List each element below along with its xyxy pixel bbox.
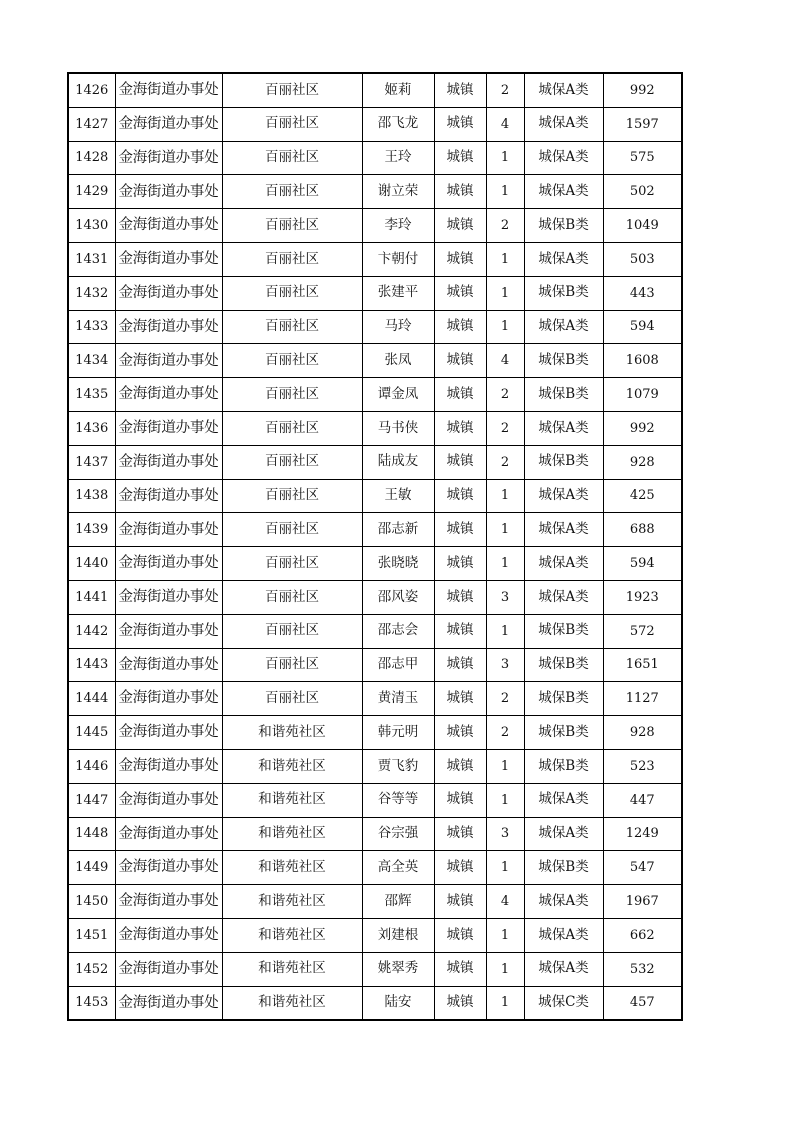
amount-cell: 594 [603, 310, 682, 344]
community-cell: 百丽社区 [222, 242, 362, 276]
table-row [68, 547, 682, 581]
name-cell: 陆安 [362, 986, 434, 1020]
category-cell: 城保A类 [524, 479, 603, 513]
community-cell: 百丽社区 [222, 141, 362, 175]
table-row [68, 682, 682, 716]
amount-cell: 502 [603, 175, 682, 209]
community-cell: 百丽社区 [222, 445, 362, 479]
amount-cell: 594 [603, 547, 682, 581]
table-row [68, 209, 682, 243]
row-number-cell: 1432 [68, 276, 115, 310]
amount-cell: 457 [603, 986, 682, 1020]
office-cell: 金海街道办事处 [115, 682, 222, 716]
name-cell: 邵辉 [362, 885, 434, 919]
amount-cell: 1079 [603, 378, 682, 412]
category-cell: 城保A类 [524, 141, 603, 175]
household-count-cell: 4 [486, 885, 524, 919]
community-cell: 百丽社区 [222, 547, 362, 581]
name-cell: 李玲 [362, 209, 434, 243]
amount-cell: 662 [603, 918, 682, 952]
table-body [68, 73, 682, 1020]
amount-cell: 443 [603, 276, 682, 310]
row-number-cell: 1434 [68, 344, 115, 378]
table-row [68, 986, 682, 1020]
row-number-cell: 1450 [68, 885, 115, 919]
office-cell: 金海街道办事处 [115, 580, 222, 614]
row-number-cell: 1431 [68, 242, 115, 276]
category-cell: 城保A类 [524, 885, 603, 919]
community-cell: 百丽社区 [222, 513, 362, 547]
amount-cell: 1249 [603, 817, 682, 851]
table-row [68, 851, 682, 885]
row-number-cell: 1436 [68, 411, 115, 445]
community-cell: 和谐苑社区 [222, 817, 362, 851]
table-row [68, 749, 682, 783]
household-count-cell: 1 [486, 783, 524, 817]
name-cell: 谢立荣 [362, 175, 434, 209]
category-cell: 城保A类 [524, 107, 603, 141]
category-cell: 城保A类 [524, 310, 603, 344]
community-cell: 百丽社区 [222, 580, 362, 614]
table-row [68, 73, 682, 107]
table-row [68, 885, 682, 919]
name-cell: 邵志甲 [362, 648, 434, 682]
office-cell: 金海街道办事处 [115, 310, 222, 344]
amount-cell: 992 [603, 73, 682, 107]
category-cell: 城保B类 [524, 209, 603, 243]
household-count-cell: 2 [486, 73, 524, 107]
area-cell: 城镇 [434, 310, 486, 344]
office-cell: 金海街道办事处 [115, 411, 222, 445]
amount-cell: 992 [603, 411, 682, 445]
row-number-cell: 1453 [68, 986, 115, 1020]
row-number-cell: 1445 [68, 716, 115, 750]
category-cell: 城保B类 [524, 682, 603, 716]
name-cell: 卞朝付 [362, 242, 434, 276]
area-cell: 城镇 [434, 242, 486, 276]
household-count-cell: 1 [486, 749, 524, 783]
household-count-cell: 1 [486, 175, 524, 209]
table-row [68, 614, 682, 648]
category-cell: 城保A类 [524, 918, 603, 952]
community-cell: 和谐苑社区 [222, 986, 362, 1020]
table-row [68, 513, 682, 547]
amount-cell: 572 [603, 614, 682, 648]
name-cell: 谷宗强 [362, 817, 434, 851]
household-count-cell: 1 [486, 952, 524, 986]
amount-cell: 523 [603, 749, 682, 783]
amount-cell: 928 [603, 445, 682, 479]
amount-cell: 503 [603, 242, 682, 276]
office-cell: 金海街道办事处 [115, 445, 222, 479]
household-count-cell: 2 [486, 682, 524, 716]
area-cell: 城镇 [434, 276, 486, 310]
community-cell: 百丽社区 [222, 73, 362, 107]
table-row [68, 141, 682, 175]
area-cell: 城镇 [434, 580, 486, 614]
community-cell: 和谐苑社区 [222, 851, 362, 885]
row-number-cell: 1443 [68, 648, 115, 682]
name-cell: 高全英 [362, 851, 434, 885]
name-cell: 张晓晓 [362, 547, 434, 581]
area-cell: 城镇 [434, 952, 486, 986]
community-cell: 百丽社区 [222, 310, 362, 344]
household-count-cell: 2 [486, 445, 524, 479]
row-number-cell: 1440 [68, 547, 115, 581]
table-row [68, 344, 682, 378]
table-row [68, 411, 682, 445]
household-count-cell: 2 [486, 716, 524, 750]
office-cell: 金海街道办事处 [115, 749, 222, 783]
row-number-cell: 1444 [68, 682, 115, 716]
area-cell: 城镇 [434, 209, 486, 243]
area-cell: 城镇 [434, 378, 486, 412]
amount-cell: 1127 [603, 682, 682, 716]
category-cell: 城保A类 [524, 513, 603, 547]
office-cell: 金海街道办事处 [115, 918, 222, 952]
household-count-cell: 1 [486, 547, 524, 581]
category-cell: 城保B类 [524, 648, 603, 682]
amount-cell: 532 [603, 952, 682, 986]
office-cell: 金海街道办事处 [115, 783, 222, 817]
household-count-cell: 1 [486, 614, 524, 648]
office-cell: 金海街道办事处 [115, 209, 222, 243]
category-cell: 城保B类 [524, 445, 603, 479]
office-cell: 金海街道办事处 [115, 885, 222, 919]
category-cell: 城保A类 [524, 952, 603, 986]
office-cell: 金海街道办事处 [115, 648, 222, 682]
household-count-cell: 1 [486, 513, 524, 547]
office-cell: 金海街道办事处 [115, 175, 222, 209]
name-cell: 姬莉 [362, 73, 434, 107]
area-cell: 城镇 [434, 817, 486, 851]
community-cell: 百丽社区 [222, 378, 362, 412]
table-row [68, 783, 682, 817]
amount-cell: 575 [603, 141, 682, 175]
name-cell: 邵志会 [362, 614, 434, 648]
household-count-cell: 1 [486, 918, 524, 952]
household-count-cell: 4 [486, 344, 524, 378]
community-cell: 和谐苑社区 [222, 918, 362, 952]
table-row [68, 276, 682, 310]
household-count-cell: 1 [486, 851, 524, 885]
name-cell: 王敏 [362, 479, 434, 513]
name-cell: 邵志新 [362, 513, 434, 547]
amount-cell: 425 [603, 479, 682, 513]
name-cell: 张建平 [362, 276, 434, 310]
office-cell: 金海街道办事处 [115, 141, 222, 175]
community-cell: 和谐苑社区 [222, 885, 362, 919]
office-cell: 金海街道办事处 [115, 73, 222, 107]
row-number-cell: 1447 [68, 783, 115, 817]
row-number-cell: 1442 [68, 614, 115, 648]
name-cell: 张凤 [362, 344, 434, 378]
row-number-cell: 1452 [68, 952, 115, 986]
row-number-cell: 1427 [68, 107, 115, 141]
amount-cell: 1651 [603, 648, 682, 682]
community-cell: 和谐苑社区 [222, 716, 362, 750]
community-cell: 百丽社区 [222, 344, 362, 378]
household-count-cell: 1 [486, 310, 524, 344]
category-cell: 城保A类 [524, 73, 603, 107]
table-row [68, 479, 682, 513]
name-cell: 谭金凤 [362, 378, 434, 412]
table-row [68, 817, 682, 851]
table-row [68, 378, 682, 412]
community-cell: 百丽社区 [222, 648, 362, 682]
table-row [68, 242, 682, 276]
row-number-cell: 1449 [68, 851, 115, 885]
table-row [68, 175, 682, 209]
row-number-cell: 1439 [68, 513, 115, 547]
table-row [68, 716, 682, 750]
area-cell: 城镇 [434, 141, 486, 175]
household-count-cell: 1 [486, 276, 524, 310]
category-cell: 城保A类 [524, 817, 603, 851]
office-cell: 金海街道办事处 [115, 479, 222, 513]
amount-cell: 688 [603, 513, 682, 547]
amount-cell: 1049 [603, 209, 682, 243]
table-row [68, 107, 682, 141]
community-cell: 百丽社区 [222, 614, 362, 648]
community-cell: 百丽社区 [222, 682, 362, 716]
office-cell: 金海街道办事处 [115, 851, 222, 885]
amount-cell: 1597 [603, 107, 682, 141]
area-cell: 城镇 [434, 851, 486, 885]
row-number-cell: 1446 [68, 749, 115, 783]
name-cell: 韩元明 [362, 716, 434, 750]
office-cell: 金海街道办事处 [115, 276, 222, 310]
row-number-cell: 1435 [68, 378, 115, 412]
table-row [68, 952, 682, 986]
household-count-cell: 2 [486, 209, 524, 243]
community-cell: 和谐苑社区 [222, 783, 362, 817]
category-cell: 城保B类 [524, 276, 603, 310]
data-table [67, 72, 683, 1021]
name-cell: 陆成友 [362, 445, 434, 479]
household-count-cell: 1 [486, 479, 524, 513]
amount-cell: 1923 [603, 580, 682, 614]
area-cell: 城镇 [434, 885, 486, 919]
household-count-cell: 1 [486, 141, 524, 175]
area-cell: 城镇 [434, 445, 486, 479]
household-count-cell: 3 [486, 648, 524, 682]
area-cell: 城镇 [434, 513, 486, 547]
area-cell: 城镇 [434, 783, 486, 817]
amount-cell: 928 [603, 716, 682, 750]
amount-cell: 1608 [603, 344, 682, 378]
area-cell: 城镇 [434, 73, 486, 107]
name-cell: 姚翠秀 [362, 952, 434, 986]
area-cell: 城镇 [434, 344, 486, 378]
category-cell: 城保B类 [524, 716, 603, 750]
table-row [68, 580, 682, 614]
category-cell: 城保C类 [524, 986, 603, 1020]
area-cell: 城镇 [434, 411, 486, 445]
office-cell: 金海街道办事处 [115, 986, 222, 1020]
name-cell: 邵风姿 [362, 580, 434, 614]
office-cell: 金海街道办事处 [115, 614, 222, 648]
office-cell: 金海街道办事处 [115, 817, 222, 851]
area-cell: 城镇 [434, 648, 486, 682]
community-cell: 和谐苑社区 [222, 952, 362, 986]
name-cell: 邵飞龙 [362, 107, 434, 141]
row-number-cell: 1428 [68, 141, 115, 175]
area-cell: 城镇 [434, 175, 486, 209]
area-cell: 城镇 [434, 986, 486, 1020]
category-cell: 城保A类 [524, 783, 603, 817]
table-row [68, 648, 682, 682]
household-count-cell: 3 [486, 817, 524, 851]
household-count-cell: 2 [486, 411, 524, 445]
table-row [68, 310, 682, 344]
community-cell: 百丽社区 [222, 276, 362, 310]
row-number-cell: 1426 [68, 73, 115, 107]
row-number-cell: 1448 [68, 817, 115, 851]
name-cell: 马书侠 [362, 411, 434, 445]
category-cell: 城保B类 [524, 851, 603, 885]
area-cell: 城镇 [434, 716, 486, 750]
name-cell: 刘建根 [362, 918, 434, 952]
amount-cell: 547 [603, 851, 682, 885]
category-cell: 城保B类 [524, 749, 603, 783]
row-number-cell: 1430 [68, 209, 115, 243]
row-number-cell: 1451 [68, 918, 115, 952]
office-cell: 金海街道办事处 [115, 344, 222, 378]
household-count-cell: 1 [486, 986, 524, 1020]
category-cell: 城保A类 [524, 580, 603, 614]
household-count-cell: 4 [486, 107, 524, 141]
category-cell: 城保B类 [524, 344, 603, 378]
area-cell: 城镇 [434, 479, 486, 513]
name-cell: 贾飞豹 [362, 749, 434, 783]
table-row [68, 445, 682, 479]
office-cell: 金海街道办事处 [115, 242, 222, 276]
household-count-cell: 1 [486, 242, 524, 276]
office-cell: 金海街道办事处 [115, 378, 222, 412]
table-row [68, 918, 682, 952]
row-number-cell: 1433 [68, 310, 115, 344]
name-cell: 黄清玉 [362, 682, 434, 716]
community-cell: 和谐苑社区 [222, 749, 362, 783]
community-cell: 百丽社区 [222, 209, 362, 243]
name-cell: 马玲 [362, 310, 434, 344]
category-cell: 城保A类 [524, 242, 603, 276]
row-number-cell: 1441 [68, 580, 115, 614]
community-cell: 百丽社区 [222, 175, 362, 209]
office-cell: 金海街道办事处 [115, 513, 222, 547]
name-cell: 谷等等 [362, 783, 434, 817]
office-cell: 金海街道办事处 [115, 952, 222, 986]
office-cell: 金海街道办事处 [115, 547, 222, 581]
category-cell: 城保A类 [524, 175, 603, 209]
office-cell: 金海街道办事处 [115, 716, 222, 750]
row-number-cell: 1437 [68, 445, 115, 479]
row-number-cell: 1438 [68, 479, 115, 513]
category-cell: 城保B类 [524, 614, 603, 648]
area-cell: 城镇 [434, 749, 486, 783]
amount-cell: 1967 [603, 885, 682, 919]
name-cell: 王玲 [362, 141, 434, 175]
area-cell: 城镇 [434, 547, 486, 581]
area-cell: 城镇 [434, 107, 486, 141]
office-cell: 金海街道办事处 [115, 107, 222, 141]
community-cell: 百丽社区 [222, 411, 362, 445]
category-cell: 城保A类 [524, 411, 603, 445]
row-number-cell: 1429 [68, 175, 115, 209]
community-cell: 百丽社区 [222, 107, 362, 141]
area-cell: 城镇 [434, 682, 486, 716]
household-count-cell: 3 [486, 580, 524, 614]
area-cell: 城镇 [434, 918, 486, 952]
category-cell: 城保A类 [524, 547, 603, 581]
household-count-cell: 2 [486, 378, 524, 412]
community-cell: 百丽社区 [222, 479, 362, 513]
category-cell: 城保B类 [524, 378, 603, 412]
amount-cell: 447 [603, 783, 682, 817]
area-cell: 城镇 [434, 614, 486, 648]
